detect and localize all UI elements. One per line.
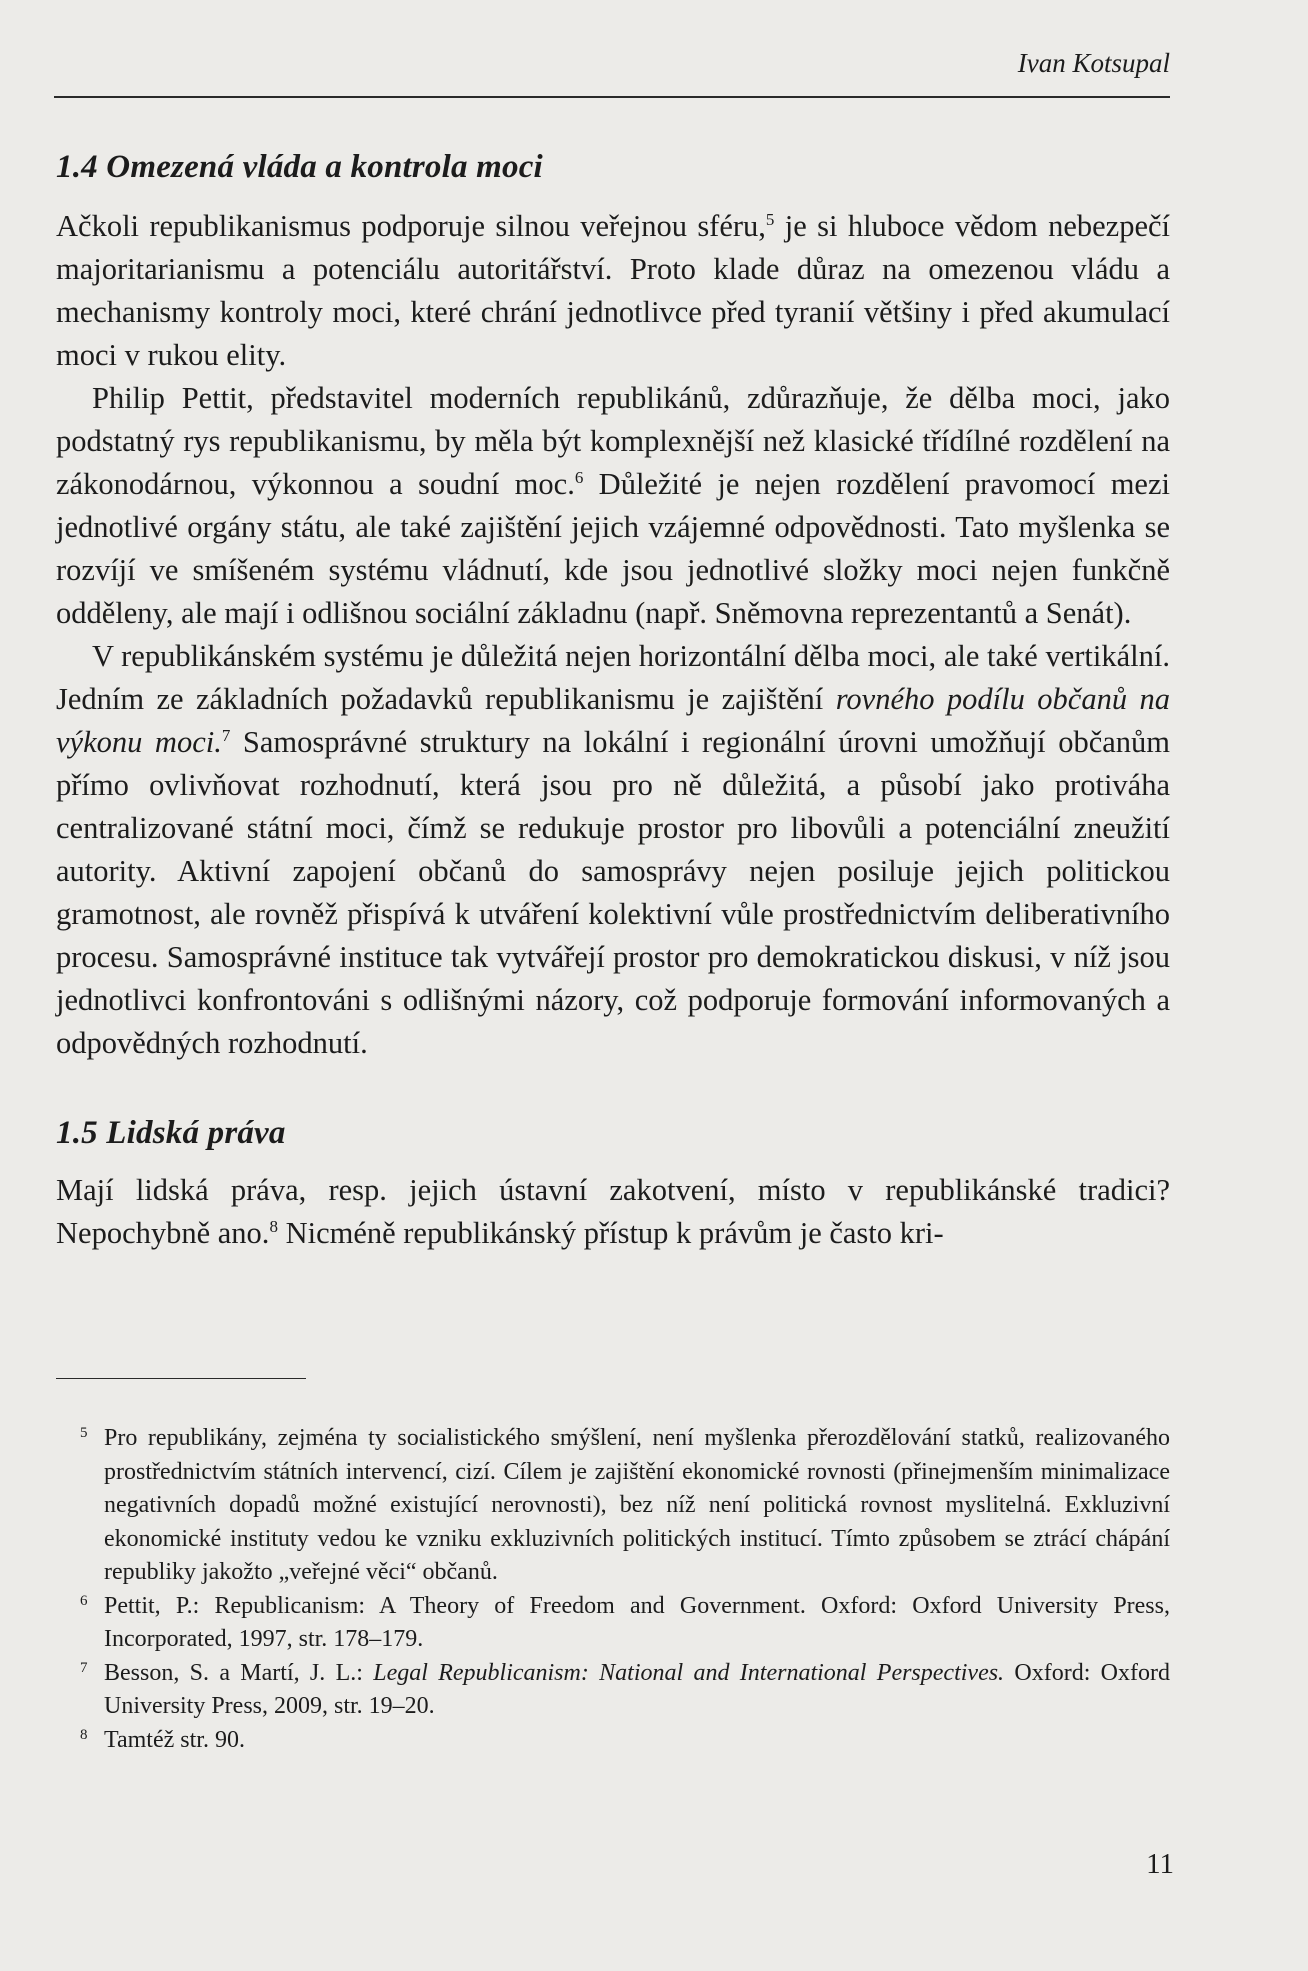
footnote-number: 7 [80,1659,88,1676]
running-head: Ivan Kotsupal [1017,48,1170,78]
footnote-number: 6 [80,1592,88,1609]
footnote-ref[interactable]: 6 [574,467,584,487]
footnote-rule [56,1378,306,1379]
body-text [56,145,1170,1255]
footnote: 7 Besson, S. a Martí, J. L.: Legal Republicanism: National and International Perspectives. Oxford: Oxford University Press, 2009, str. 19–20. [56,1657,1170,1724]
page-number: 11 [1146,1848,1174,1880]
footnote: 6 Pettit, P.: Republicanism: A Theory of Freedom and Government. Oxford: Oxford University Press, Incorporated, 1997, str. 178–179. [56,1590,1170,1657]
footnote: 5 Pro republikány, zejména ty socialistického smýšlení, není myšlenka přerozdělování statků, realizovaného prostřednictvím státních intervencí, cizí. Cílem je zajištění ekonomické rovnosti (přinejmenším minimalizace negativních dopadů možné existující nerovnosti), bez níž není politická rovnost myslitelná. Exkluzivní ekonomické instituty vedou ke vzniku exkluzivních politických institucí. Tímto způsobem se ztrácí chápání republiky jakožto „veřejné věci“ občanů. [56,1422,1170,1590]
footnotes [56,1422,1170,1757]
paragraph: Philip Pettit, představitel moderních republikánů, zdůrazňuje, že dělba moci, jako podstatný rys republikanismu, by měla být komplexnější než klasické třídílné rozdělení na zákonodárnou, výkonnou a soudní moc.$^6$ Důležité je nejen rozdělení pravomocí mezi jednotlivé orgány státu, ale také zajištění jejich vzájemné odpovědnosti. Tato myšlenka se rozvíjí ve smíšeném systému vládnutí, kde jsou jednotlivé složky moci nejen funkčně odděleny, ale mají i odlišnou sociální základnu (např. Sněmovna reprezentantů a Senát). [56,381,1170,630]
section-heading-1-4: 1.4 Omezená vláda a kontrola moci [56,149,543,185]
paragraph: Mají lidská práva, resp. jejich ústavní zakotvení, místo v republikánské tradici? Nepochybně ano.$^8$ Nicméně republikánský přístup k právům je často kri- [56,1173,1170,1250]
footnote-number: 8 [80,1726,88,1743]
footnote-ref[interactable]: 7 [221,725,231,745]
emphasis: rovného podílu občanů na výkonu moci. [56,682,1170,759]
section-heading-1-5: 1.5 Lidská práva [56,1115,286,1151]
footnote: 8 Tamtéž str. 90. [56,1724,1170,1758]
footnote-ref[interactable]: 8 [269,1216,278,1236]
footnote-ref[interactable]: 5 [765,209,775,229]
footnote-number: 5 [80,1425,88,1441]
header-rule [54,96,1170,98]
paragraph: V republikánském systému je důležitá nejen horizontální dělba moci, ale také vertikální. Jedním ze základních požadavků republikanismu je zajištění rovného podílu občanů na výkonu moci.$^7$ Samosprávné struktury na lokální i regionální úrovni umožňují občanům přímo ovlivňovat rozhodnutí, která jsou pro ně důležitá, a působí jako protiváha centralizované státní moci, čímž se redukuje prostor pro libovůli a potenciální zneužití autority. Aktivní zapojení občanů do samosprávy nejen posiluje jejich politickou gramotnost, ale rovněž přispívá k utváření kolektivní vůle prostřednictvím deliberativního procesu. Samosprávné instituce tak vytvářejí prostor pro demokratickou diskusi, v níž jsou jednotlivci konfrontováni s odlišnými názory, což podporuje formování informovaných a odpovědných rozhodnutí. [56,639,1170,1060]
paragraph: Ačkoli republikanismus podporuje silnou veřejnou sféru,$^5$ je si hluboce vědom nebezpečí majoritarianismu a potenciálu autoritářství. Proto klade důraz na omezenou vládu a mechanismy kontroly moci, které chrání jednotlivce před tyranií většiny i před akumulací moci v rukou elity. [56,209,1170,372]
